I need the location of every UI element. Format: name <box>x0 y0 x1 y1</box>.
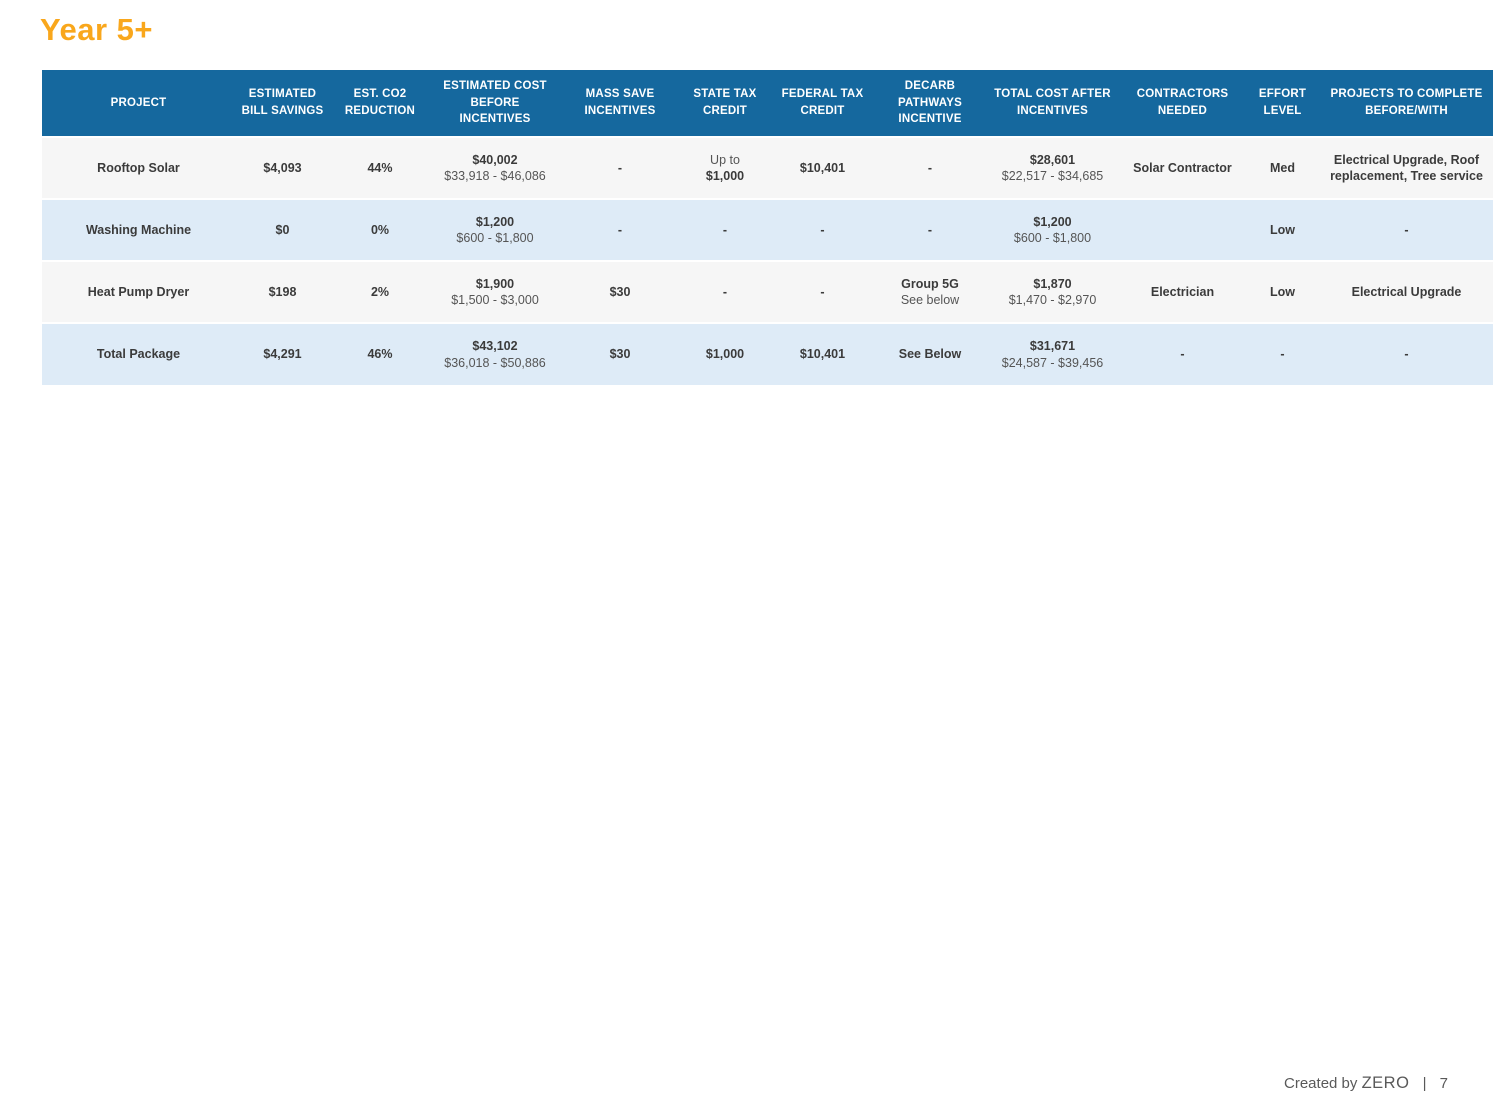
cell-heat-pump-dryer-estimated-bill-savings <box>235 261 330 323</box>
cell-total-package-state-tax-credit <box>680 323 770 385</box>
table-row-total-package <box>42 323 1493 385</box>
cell-text-main: $1,200 <box>1033 214 1072 229</box>
cell-text-sub: $36,018 - $50,886 <box>444 355 546 370</box>
cell-text-main: - <box>1404 347 1409 362</box>
cell-text-main: Electrical Upgrade, Roof replacement, Tree service <box>1330 152 1483 184</box>
footer-page-number: 7 <box>1439 1075 1448 1092</box>
cell-heat-pump-dryer-contractors-needed <box>1120 261 1245 323</box>
cell-rooftop-solar-mass-save-incentives <box>560 137 680 199</box>
cell-text-main: $30 <box>609 284 631 299</box>
cell-total-package-est-co2-reduction <box>330 323 430 385</box>
projects-table-container <box>42 70 1493 385</box>
header-federal-tax-credit: FEDERAL TAX CREDIT <box>770 70 875 137</box>
cell-text-main: 46% <box>367 347 393 362</box>
cell-text-main: - <box>1280 347 1285 362</box>
cell-rooftop-solar-federal-tax-credit <box>770 137 875 199</box>
header-estimated-cost-before-incentives: ESTIMATED COST BEFORE INCENTIVES <box>430 70 560 137</box>
header-effort-level: EFFORT LEVEL <box>1245 70 1320 137</box>
cell-heat-pump-dryer-project <box>42 261 235 323</box>
cell-text-main: $1,870 <box>1033 276 1072 291</box>
cell-text-main: - <box>722 284 728 299</box>
cell-text-main: Heat Pump Dryer <box>87 284 190 299</box>
cell-total-package-effort-level <box>1245 323 1320 385</box>
cell-text-main: $31,671 <box>1029 339 1076 354</box>
cell-rooftop-solar-projects-to-complete <box>1320 137 1493 199</box>
header-est-co2-reduction: EST. CO2 REDUCTION <box>330 70 430 137</box>
cell-text-main: $10,401 <box>799 347 846 362</box>
cell-text-main: - <box>617 222 623 237</box>
cell-total-package-project <box>42 323 235 385</box>
cell-text-main: 44% <box>367 160 393 175</box>
header-contractors-needed: CONTRACTORS NEEDED <box>1120 70 1245 137</box>
cell-rooftop-solar-state-tax-credit <box>680 137 770 199</box>
cell-washing-machine-effort-level <box>1245 199 1320 261</box>
footer-separator: | <box>1422 1075 1427 1092</box>
cell-washing-machine-decarb-pathways-incentive <box>875 199 985 261</box>
cell-text-main: Washing Machine <box>85 222 192 237</box>
header-projects-to-complete: PROJECTS TO COMPLETE BEFORE/WITH <box>1320 70 1493 137</box>
cell-text-main: $0 <box>275 222 290 237</box>
cell-washing-machine-estimated-cost-before-incentives <box>430 199 560 261</box>
cell-text-sub: $600 - $1,800 <box>1013 231 1092 246</box>
cell-washing-machine-est-co2-reduction <box>330 199 430 261</box>
cell-text-main: See Below <box>898 347 962 362</box>
header-total-cost-after-incentives: TOTAL COST AFTER INCENTIVES <box>985 70 1120 137</box>
cell-text-main: - <box>927 222 933 237</box>
cell-text-main: 0% <box>370 222 390 237</box>
cell-heat-pump-dryer-mass-save-incentives <box>560 261 680 323</box>
cell-total-package-mass-save-incentives <box>560 323 680 385</box>
cell-text-main: $10,401 <box>799 160 846 175</box>
cell-text-main: Electrician <box>1150 284 1215 299</box>
cell-text-sub: $600 - $1,800 <box>456 231 534 246</box>
cell-rooftop-solar-estimated-cost-before-incentives <box>430 137 560 199</box>
cell-text-main: Solar Contractor <box>1133 160 1232 175</box>
cell-text-main: $198 <box>268 284 297 299</box>
cell-text-main: - <box>722 222 728 237</box>
cell-washing-machine-projects-to-complete <box>1320 199 1493 261</box>
table-row-washing-machine <box>42 199 1493 261</box>
cell-text-main: - <box>1180 347 1185 362</box>
cell-heat-pump-dryer-total-cost-after-incentives <box>985 261 1120 323</box>
cell-text-main: - <box>820 284 825 299</box>
cell-text-sub: $1,500 - $3,000 <box>451 293 539 308</box>
cell-text-main: $28,601 <box>1029 152 1076 167</box>
cell-text-main: $1,200 <box>475 214 515 229</box>
cell-washing-machine-federal-tax-credit <box>770 199 875 261</box>
cell-heat-pump-dryer-projects-to-complete <box>1320 261 1493 323</box>
table-row-heat-pump-dryer <box>42 261 1493 323</box>
cell-total-package-contractors-needed <box>1120 323 1245 385</box>
cell-heat-pump-dryer-effort-level <box>1245 261 1320 323</box>
cell-text-sub: See below <box>900 293 960 308</box>
cell-text-main: $1,900 <box>475 276 515 291</box>
cell-washing-machine-estimated-bill-savings <box>235 199 330 261</box>
cell-washing-machine-project <box>42 199 235 261</box>
cell-rooftop-solar-project <box>42 137 235 199</box>
cell-total-package-projects-to-complete <box>1320 323 1493 385</box>
cell-rooftop-solar-est-co2-reduction <box>330 137 430 199</box>
cell-text-main: $1,000 <box>705 169 745 184</box>
cell-text-main: - <box>820 222 825 237</box>
footer-brand: ZERO <box>1361 1074 1410 1092</box>
cell-heat-pump-dryer-federal-tax-credit <box>770 261 875 323</box>
cell-heat-pump-dryer-decarb-pathways-incentive <box>875 261 985 323</box>
cell-text-main: - <box>1404 222 1409 237</box>
cell-rooftop-solar-total-cost-after-incentives <box>985 137 1120 199</box>
cell-washing-machine-mass-save-incentives <box>560 199 680 261</box>
cell-text-main: Total Package <box>96 347 181 362</box>
cell-heat-pump-dryer-state-tax-credit <box>680 261 770 323</box>
cell-text-main: Electrical Upgrade <box>1351 284 1462 299</box>
cell-text-sub: $33,918 - $46,086 <box>444 169 546 184</box>
cell-total-package-federal-tax-credit <box>770 323 875 385</box>
cell-rooftop-solar-estimated-bill-savings <box>235 137 330 199</box>
header-mass-save-incentives: MASS SAVE INCENTIVES <box>560 70 680 137</box>
projects-table <box>42 70 1493 385</box>
cell-text-main: $4,291 <box>263 347 302 362</box>
cell-text-main: - <box>927 160 933 175</box>
table-body <box>42 137 1493 385</box>
cell-washing-machine-contractors-needed <box>1120 199 1245 261</box>
cell-text-main: $30 <box>609 347 631 362</box>
cell-text-main: Low <box>1270 284 1295 299</box>
cell-text-pre: Up to <box>710 152 740 167</box>
cell-rooftop-solar-decarb-pathways-incentive <box>875 137 985 199</box>
header-decarb-pathways-incentive: DECARB PATHWAYS INCENTIVE <box>875 70 985 137</box>
cell-text-sub: $22,517 - $34,685 <box>1001 169 1104 184</box>
cell-washing-machine-state-tax-credit <box>680 199 770 261</box>
footer-created-by-label: Created by <box>1284 1075 1358 1092</box>
cell-text-sub: $1,470 - $2,970 <box>1008 293 1097 308</box>
cell-text-main: Low <box>1270 222 1295 237</box>
header-state-tax-credit: STATE TAX CREDIT <box>680 70 770 137</box>
cell-text-main: 2% <box>370 284 390 299</box>
cell-rooftop-solar-contractors-needed <box>1120 137 1245 199</box>
page-title: Year 5+ <box>40 12 153 47</box>
cell-total-package-decarb-pathways-incentive <box>875 323 985 385</box>
cell-text-sub: $24,587 - $39,456 <box>1001 355 1104 370</box>
cell-text-main: $1,000 <box>705 347 745 362</box>
header-estimated-bill-savings: ESTIMATED BILL SAVINGS <box>235 70 330 137</box>
cell-text-main: $40,002 <box>472 152 518 167</box>
cell-text-main: $4,093 <box>263 160 302 175</box>
cell-washing-machine-total-cost-after-incentives <box>985 199 1120 261</box>
cell-rooftop-solar-effort-level <box>1245 137 1320 199</box>
cell-text-main: - <box>617 160 623 175</box>
cell-text-main: Group 5G <box>901 276 959 291</box>
cell-text-main: Rooftop Solar <box>97 160 180 175</box>
table-row-rooftop-solar <box>42 137 1493 199</box>
cell-text-main: Med <box>1270 160 1295 175</box>
table-header-row <box>42 70 1493 137</box>
cell-heat-pump-dryer-est-co2-reduction <box>330 261 430 323</box>
cell-total-package-estimated-cost-before-incentives <box>430 323 560 385</box>
cell-heat-pump-dryer-estimated-cost-before-incentives <box>430 261 560 323</box>
cell-total-package-total-cost-after-incentives <box>985 323 1120 385</box>
footer <box>1284 1074 1448 1093</box>
cell-total-package-estimated-bill-savings <box>235 323 330 385</box>
header-project: PROJECT <box>42 70 235 137</box>
cell-text-main: $43,102 <box>472 339 518 354</box>
